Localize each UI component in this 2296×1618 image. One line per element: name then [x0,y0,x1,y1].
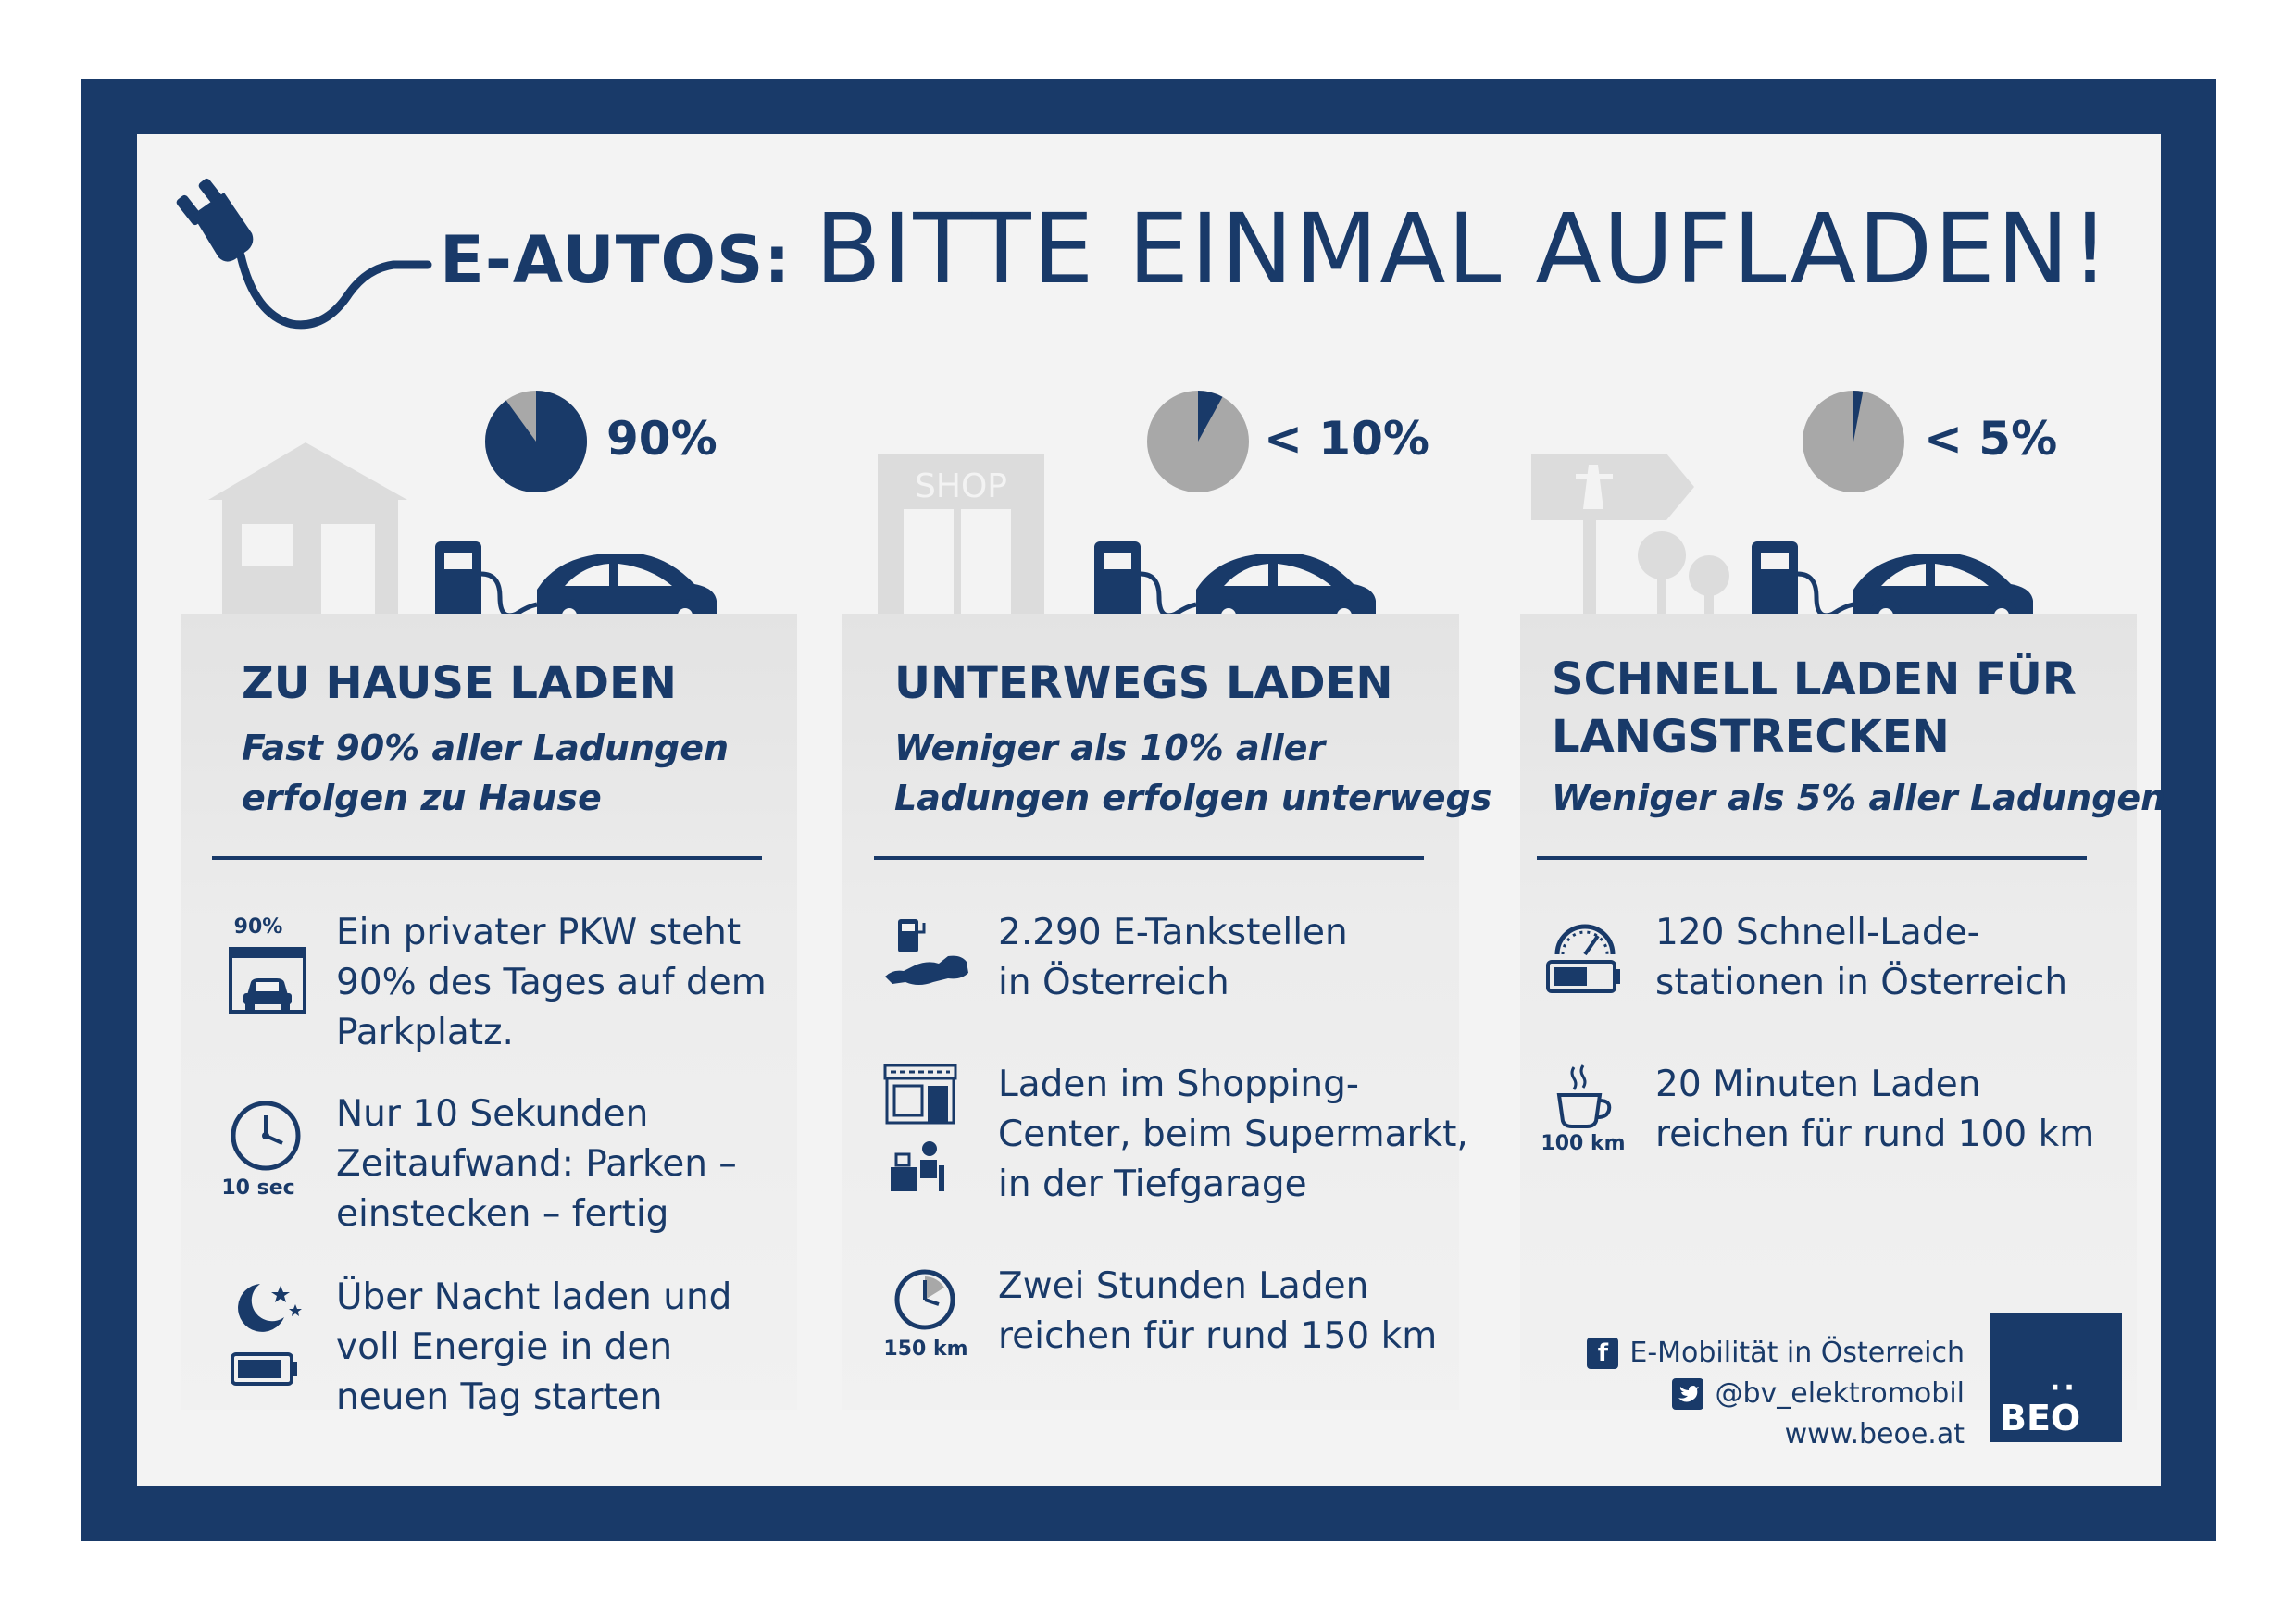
clock-icon [863,1262,978,1391]
speedometer-battery-icon [1520,908,1635,1038]
info-line: 2.290 E-Tankstellen [998,912,1348,953]
twitter-link[interactable] [1587,1374,1965,1414]
logo-text: BEO [2000,1398,2081,1438]
column-subtitle-line: Fast 90% aller Ladungen [242,728,730,768]
info-line: Zeitaufwand: Parken – [336,1143,737,1185]
info-line: Zwei Stunden Laden [998,1265,1369,1307]
facebook-icon: f [1587,1338,1618,1369]
pie-label-highway: < 5% [1924,412,2058,466]
icon-label: 90% [233,915,283,939]
info-line: in Österreich [998,962,1229,1003]
title-main: BITTE EINMAL AUFLADEN! [815,193,2112,305]
column-divider [1537,856,2087,860]
coffee-cup-icon [1520,1060,1635,1189]
column-home [181,614,797,1418]
column-title: UNTERWEGS LADEN [894,657,1393,709]
column-divider [212,856,762,860]
info-line: 20 Minuten Laden [1655,1064,1981,1105]
info-text [336,908,767,1058]
info-line: 120 Schnell-Lade- [1655,912,1980,953]
twitter-text: @bv_elektromobil [1715,1377,1965,1410]
column-title: SCHNELL LADEN FÜR [1552,653,2077,705]
moon-battery-icon [201,1273,316,1402]
info-line: Center, beim Supermarkt, [998,1114,1468,1155]
shop-sign-text: SHOP [915,467,1007,505]
pie-chart-highway [1801,389,1906,494]
info-line: Laden im Shopping- [998,1064,1359,1105]
column-title: ZU HAUSE LADEN [242,657,677,709]
info-line: stationen in Österreich [1655,962,2068,1003]
website-link[interactable] [1587,1414,1965,1455]
pie-label-shop: < 10% [1264,412,1429,466]
plug-icon [167,176,435,342]
page-title [440,193,2111,331]
house-icon [208,442,407,620]
info-text [336,1273,731,1423]
info-text [998,908,1348,1008]
info-line: Parkplatz. [336,1012,514,1053]
shop-office-icon [863,1060,978,1189]
charger-car-icon-shop [1094,532,1381,625]
footer-contacts [1587,1333,1965,1455]
column-subtitle-line: Weniger als 10% aller [894,728,1326,768]
info-text [998,1060,1468,1210]
info-line: Nur 10 Sekunden [336,1093,649,1135]
website-text: www.beoe.at [1784,1418,1965,1450]
column-subtitle-line: erfolgen zu Hause [242,778,602,818]
info-line: einstecken – fertig [336,1193,669,1235]
charger-austria-map-icon [863,908,978,1038]
facebook-link[interactable] [1587,1333,1965,1374]
info-line: Über Nacht laden und [336,1276,732,1318]
info-line: voll Energie in den [336,1326,673,1368]
info-text [336,1089,737,1239]
info-text [1655,1060,2094,1160]
beo-logo [1990,1313,2122,1442]
clock-icon [201,1089,316,1219]
info-line: reichen für rund 100 km [1655,1114,2095,1155]
twitter-icon [1672,1378,1703,1410]
facebook-text: E-Mobilität in Österreich [1629,1337,1965,1369]
pie-slice-share [485,391,587,492]
pie-chart-shop [1145,389,1251,494]
column-subtitle-line: Ladungen erfolgen unterwegs [894,778,1492,818]
charger-car-icon-home [435,532,722,625]
info-line: neuen Tag starten [336,1376,663,1418]
column-title: LANGSTRECKEN [1552,711,1950,763]
info-text [998,1262,1437,1362]
icon-label: 10 sec [221,1176,295,1200]
column-highway [1520,614,2166,1410]
charger-car-icon-highway [1752,532,2039,625]
trees-icon [1638,531,1729,620]
title-prefix: E-AUTOS: [440,222,792,298]
info-text [1655,908,2067,1008]
garage-car-icon [201,908,316,1038]
column-shop [842,614,1492,1410]
column-subtitle-line: Weniger als 5% aller Ladungen [1552,778,2166,818]
icon-label: 150 km [883,1338,968,1361]
icon-label: 100 km [1541,1132,1626,1155]
info-line: 90% des Tages auf dem [336,962,767,1003]
pie-label-home: 90% [606,412,718,466]
logo-dots-icon: ·· [2050,1372,2078,1404]
info-line: Ein privater PKW steht [336,912,742,953]
info-line: reichen für rund 150 km [998,1315,1438,1357]
column-divider [874,856,1424,860]
info-line: in der Tiefgarage [998,1164,1307,1205]
pie-chart-home [483,389,589,494]
